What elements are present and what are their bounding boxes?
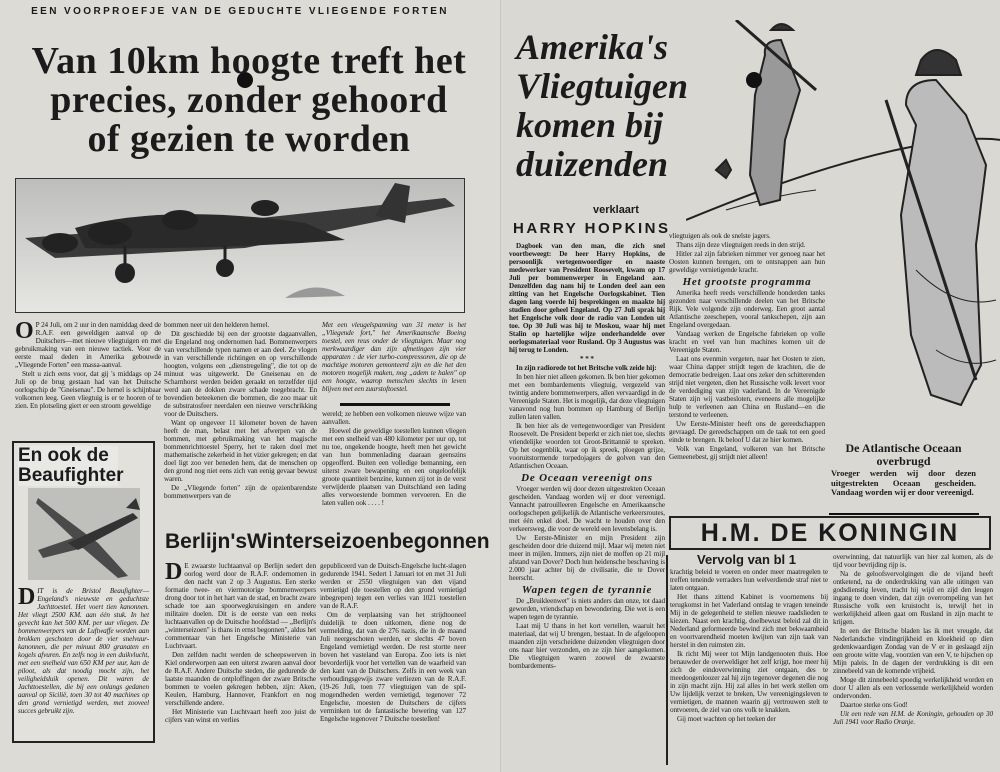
paragraph: In ben hier niet alleen gekomen. Ik ben hier gekomen met een bombardements vliegtuig, vergezeld van twintig andere bommenwerpers, allen vervaardigd in de Vereenigde Staten. Het is mogelijk, dat deze vliegtuigen vanavond nog hun bommen op Hamburg of Berlijn zullen laten vallen.: [509, 373, 665, 421]
paragraph: In een der Britsche bladen las ik met vreugde, dat Nederlandsche vindingrijkheid en kloekheid op dien gedenkwaardigen Zondag van de V er in geslaagd zijn een groote witte vlag, voorzien van een V, te hijschen op Mijn paleis. In de dagen der verdrukking is dit een zinnebeeld van de komende vrijheid.: [833, 627, 993, 675]
atlantic-caption: [831, 442, 976, 498]
paragraph: [165, 559, 316, 650]
byline-name: HARRY HOPKINS: [513, 220, 671, 237]
headline-line: Van 10km hoogte treft het: [31, 40, 467, 82]
paragraph-text: E zwaarste luchtaanval op Berlijn sedert den oorlog werd door de R.A.F. ondernomen in den nacht van 2 op 3 Augustus. Een sterke formatie twee- en viermotorige bommenwerpers drong door tot in het hart van de stad, en bracht zware schade toe aan spoorwegkruisingen en andere militaire doelen. Dit is de eerste van een reeks luchtaanvallen op de Duitsche hoofdstad — „Berlijn's „winterseizoen" is thans in ernst begonnen", aldus het commentaar van het Engelsche Ministerie van Luchtvaart.: [165, 562, 316, 650]
paragraph: vliegtuigen als ook de snelste jagers.: [669, 232, 771, 240]
caption-text: Vroeger werden wij door dezen uitgestrekten Oceaan gescheiden. Vandaag worden wij er door vereenigd.: [831, 468, 976, 497]
article-column: [320, 562, 466, 724]
paragraph: gepubliceerd van de Duitsch-Engelsche lucht-slagen gedurende 1941. Sedert 1 Januari tot en met 31 Juli werden er 2550 vliegtuigen van den vijand vernietigd (de toestellen op den grond vernietigd inbegrepen) tegen een verlies van 1021 toestellen van de R.A.F.: [320, 562, 466, 610]
divider: [829, 513, 979, 515]
article-column: [322, 410, 466, 508]
paragraph: Den zelfden nacht werden de scheepswerven in Kiel onderworpen aan een uiterst zwaren aanval door de R.A.F. Andere Duitsche steden, die gedurende de laatste maanden de ontploffingen der zware Britsche bommen te voelen gekregen hebben, zijn: Aken, Keulen, Hamburg, Hannover, Frankfort en nog verschillende andere.: [165, 651, 316, 707]
subheading: Het grootste programma: [682, 276, 812, 288]
paragraph-text: P 24 Juli, om 2 uur in den namiddag deed de R.A.F. een geweldigen aanval op de Duitschers—met nieuwe vliegtuigen en met gebruikmaking van een nieuwe tactiek. Voor de eerste maal deden in Amerika gebouwde „Vliegende Forten" een massa-aanval.: [15, 321, 161, 369]
article-column: [15, 318, 161, 411]
headline-line: komen bij: [516, 105, 664, 145]
paragraph: Om de verplaatsing van het strijdtooneel duidelijk te doen uitkomen, diene nog de vermelding, dat van de 276 nazis, die in de maand Juli neergeschoten werden, er slechts 47 boven Engeland vernietigd werden. De rest stortte neer boven het vasteland van Europa. Zoo iets is niet bevorderlijk voor het vertellen van de waarheid van den kant van de Duitschers. Zelfs in een week van verhoudingsgewijs zware verliezen van de R.A.F. (19-26 Juli, toen 77 vliegtuigen van de spil-mogendheden werden vernietigd, tegenover 72 Engelsche, moesten de Duitschers de cijfers verminken tot de fantastische bewering van 127 Engelsche tegenover 7 Duitsche toestellen!: [320, 611, 466, 723]
headline-word: Berlijn's: [165, 530, 248, 553]
divider: [340, 403, 450, 406]
article-column: [833, 553, 993, 727]
article-column: [164, 321, 317, 501]
paragraph-text: IT is de Bristol Beaufighter—Engeland's nieuwste en geduchtste Jachttoestel. Het voert tien kanonnen. Het vliegt 2500 KM. aan één stuk. In het gevecht kan het 500 KM. per uur vliegen. De bommenwerpers van de Luftwaffe worden aan brokken geschoten door de vier snelvuur-kanonnen, die per minuut 800 granaten en kogels afvuren. En zelfs nog in een duikvlucht, met een snelheid van 650 KM per uur, kan de piloot, als dat noodig mocht zijn, het veiligheidsluik openen. Dit waren de Jachttoestellen, die bij een onlangs gedanen aanval op Sicilië, toen 30 tot 40 machines op den grond vernietigd werden, met zooveel succes gebruikt zijn.: [18, 587, 149, 715]
article-column: [670, 568, 828, 724]
paragraph: Thans zijn deze vliegtuigen reeds in den strijd.: [676, 241, 806, 249]
subheading: Wapen tegen de tyrannie: [521, 584, 653, 596]
headline-line: of gezien te worden: [87, 118, 411, 160]
paragraph: Het Ministerie van Luchtvaart heeft zoo juist de cijfers van winst en verlies: [165, 708, 316, 724]
article-column: [509, 242, 665, 671]
paragraph: Ik richt Mij weer tot Mijn landgenooten thuis. Hoe benauwder de overweldiger het zelf krijgt, hoe meer hij zich de eindoverwinning ziet ontgaan, des te meedoogenloozer zal hij zijn tegenover degenen die nog in zijn macht zijn. Hij zal alles in het werk stellen om Uw lijdelijk verzet te breken, Uw vereenigingsleven te vernietigen, de mannen waarin gij vertrouwen stelt te ontvoeren, de ziel van ons volk te knakken.: [670, 650, 828, 714]
headline-line: Amerika's: [516, 27, 669, 67]
source-note: Uit een rede van H.M. de Koningin, gehouden op 30 Juli 1941 voor Radio Oranje.: [833, 710, 993, 726]
paragraph: Dit geschiedde bij een der grootste dagaanvallen, die Engeland nog ondernomen had. Bommenwerpers van verschillende typen namen er aan deel. Ze vlogen in van verschillende richtingen en op verschillende hoogten, volgens een „dienstregeling", die tot op de minuut was uitgewerkt. De Gneisenau en de Scharnhorst werden beiden geraakt en terzelfder tijd werd aan de dokken zware schade toegebracht. En bovendien beteekenen die bommen, die zoo maar uit de substratosfeer neerdalen een nieuwe verschrikking voor de Duitschers.: [164, 330, 317, 418]
paragraph: Amerika heeft reeds verschillende honderden tanks gezonden naar verschillende deelen van het Britsche Rijk. Vele volgende zijn onderweg. Een groot aantal Atlantische zeeschepen, vooral tankschepen, zijn aan Engeland overgedaan.: [669, 289, 825, 329]
berlijn-headline: [165, 530, 490, 554]
paragraph: Na de geloofsvervolgingen die de vijand heeft ontketend, na de onderdrukking van alle uitingen van godsdienstig leven, tracht hij wijd en zijd den leugen ingang te doen vinden, dat zijn overrompeling van het Russische volk een kruistocht is, terwijl het in werkelijkheid alleen gaat om Rusland in zijn macht te krijgen.: [833, 570, 993, 626]
paragraph: Hitler zal zijn fabrieken nimmer ver genoeg naar het Oosten kunnen brengen, om te ontsnappen aan hun geweldige vernietigende kracht.: [669, 250, 825, 274]
headline-line: Vliegtuigen: [516, 66, 689, 106]
paragraph: Daartoe sterke ons God!: [840, 701, 908, 709]
drop-cap: D: [18, 584, 36, 610]
main-headline: [516, 28, 716, 184]
article-column: [669, 232, 825, 462]
paragraph: Uw Eerste-Minister heeft ons de gereedschappen gevraagd. De gereedschappen om de taak tot een goed einde te brengen. Ik beloof U dat ze hier komen.: [669, 420, 825, 444]
paragraph: krachtig beleid te voeren en onder meer maatregelen te treffen teneinde verraders hun welverdiende straf niet te laten ontgaan.: [670, 568, 828, 592]
byline-label: verklaart: [593, 204, 639, 216]
box-title: En ook de Beaufighter: [18, 445, 124, 486]
paragraph: [15, 318, 161, 369]
headline-line: duizenden: [516, 144, 669, 184]
right-page: [500, 0, 1000, 772]
caption-title: De Atlantische Oceaan overbrugd: [845, 441, 962, 468]
drop-cap: D: [165, 559, 183, 585]
paragraph: Vandaag werken de Engelsche fabrieken op volle kracht en veel van hun machines komen uit de Vereenigde Staten.: [669, 330, 825, 354]
paragraph: [18, 584, 149, 715]
paragraph: Vroeger werden wij door dezen uitgestrekten Oceaan gescheiden. Vandaag worden wij er door vereenigd. Vannacht patrouilleeren Engelsche en Amerikaansche oorlogschepen gelijkelijk de Atlantische verkeersroutes, met één enkel doel. De wacht te houden over den verkeersweg, die voor de wereld een levensbelang is.: [509, 485, 665, 533]
paragraph: Moge dit zinnebeeld spoedig werkelijkheid worden en door U allen als een verlossende werkelijkheid worden ondervonden.: [833, 676, 993, 700]
photo-caption: [322, 321, 466, 394]
caption-text: Met een vleugelspanning van 31 meter is het „Vliegende fort," het Amerikaansche Boeing toestel, een reus onder de vliegtuigen. Maar nog merkwaardiger dan zijn afmetingen zijn vier apparaten : de vier turbo-compressoren, die op de machtige motoren gemonteerd zijn en die het den motoren mogelijk maken, nog „adem te halen" op een hoogte, waarop menschen slechts in leven blijven met een zuurstoftoestel.: [322, 321, 466, 393]
beaufighter-photo: [28, 488, 140, 580]
headline-word: Winterseizoen: [247, 530, 390, 553]
headline-word: begonnen: [389, 530, 490, 553]
paragraph: De „Bruikleenwet" is niets anders dan onze, tot daad geworden, vriendschap en bewondering. Die wet is een wapen tegen de tyrannie.: [509, 597, 665, 621]
flying-fortress-photo: [15, 178, 465, 313]
paragraph: In zijn radiorede tot het Britsche volk zeide hij:: [516, 364, 657, 372]
paragraph: Uw Eerste-Minister en mijn President zijn gescheiden door drie duizend mijl. Maar wij meten niet meer in mijlen. Immers, zijn niet de moffen op 21 mijl afstand van Dover? Doch hun heidensche beschaving is 2.000 jaar achter bij de civilisatie, die te Dover heerscht.: [509, 534, 665, 582]
paragraph: Ik ben hier als de vertegenwoordiger van President Roosevelt. De President beperkt er zich niet toe, slechts vriendelijke woorden tot Groot-Brittannië te spreken. Op het oogenblik, waar op ik spreek, ploegen grijze, vooruitstormende torpedojagers de golven van den Atlantischen Oceaan.: [509, 422, 665, 470]
headline-line: precies, zonder gehoord: [50, 79, 448, 121]
article-column: [165, 559, 316, 725]
paragraph: Volk van Engeland, volkeren van het Britsche Gemeenebest, gij strijdt niet alleen!: [669, 445, 825, 461]
paragraph: wereld; ze hebben een volkomen nieuwe wijze van aanvallen.: [322, 410, 466, 426]
separator: * * *: [580, 355, 594, 363]
main-headline: [14, 42, 484, 159]
paragraph: Stelt u zich eens voor, dat gij 's middags op 24 Juli op de brug gestaan had van het Duitsche oorlogschip de "Gneisenau". De hemel is schijnbaar volkomen leeg. Geen vliegtuig is er te hooren of te zien. En plotseling giert er een stroom geweldige: [15, 370, 161, 410]
beaufighter-box: [12, 441, 155, 743]
kicker: EEN VOORPROEFJE VAN DE GEDUCHTE VLIEGENDE FORTEN: [31, 6, 449, 17]
paragraph: bommen neer uit den helderen hemel.: [164, 321, 270, 329]
subheading: De Oceaan vereenigt ons: [521, 472, 653, 484]
column-rule: [666, 555, 668, 765]
paragraph: Gij moet wachten op het teeken der: [677, 715, 776, 723]
paragraph: overwinning, dat natuurlijk van hier zal komen, als de tijd voor bevrijding rijp is.: [833, 553, 993, 569]
drop-cap: O: [15, 318, 34, 344]
paragraph: Laat mij U thans in het kort vertellen, waaruit het materiaal, dat wij U brengen, bestaat. In de afgeloopen maanden zijn verscheidene duizenden vliegtuigen door ons naar hier verzonden, en ze zijn hier aangekomen. Die vliegtuigen waren zoowel de zwaarste bombardements-: [509, 622, 665, 670]
paragraph: De „Vliegende forten" zijn de opzienbarendste bommenwerpers van de: [164, 484, 317, 500]
paragraph: Hoewel die geweldige toestellen kunnen vliegen met een snelheid van 480 kilometer per uur op, tot nu toe, ongekende hoogte, heeft men het gewicht van hun bommenlading daaraan geenszins opgeofferd. Buiten een volledige bemanning, een uiterst zware bewapening en een ongeloofelijk groote quantiteit benzine, kunnen zij tot in de verst verwijderde plaatsen van Duitschland een lading alles verwoestende bommen vervoeren. En die laten vallen ook . . . . !: [322, 427, 466, 507]
punch-hole: [746, 72, 762, 88]
koningin-heading: H.M. DE KONINGIN: [669, 516, 991, 550]
paragraph: Laat ons evenmin vergeten, naar het Oosten te zien, waar China dapper strijdt tegen de krachten, die de democratie bedreigen. Laat ons zeker den schitterenden strijd niet vergeten, dien het Russische volk levert voor de verdediging van zijn vaderland. In de Vereenigde Staten zijn wij vastbesloten, eveneens alle mogelijke hulp te verleenen aan China en Rusland—en die terstond te verleenen.: [669, 355, 825, 419]
box-text: [18, 584, 149, 716]
continued-label: Vervolg van bl 1: [697, 552, 796, 567]
intro-paragraph: Dagboek van den man, die zich snel voortbeweegt: De heer Harry Hopkins, de persoonlijk vertegenwoordiger en naaste medewerker van President Roosevelt, kwam op 17 Juli per bommenwerper in Engeland aan. Denzelfden dag nam hij te Londen deel aan een zitting van het Engelsche Oorlogskabinet. Tien dagen lang voerde hij besprekingen en maakte hij studien door geheel Engeland. Op 27 Juli sprak hij het Engelsche volk door de radio van Londen uit toe. Op 30 Juli was hij te Moskou, waar hij met Stalin op hartelijke wijze onderhandelde over oorlogsmateriaal voor Rusland. Op 3 Augustus was hij terug te Londen.: [509, 242, 665, 354]
paragraph: Want op ongeveer 11 kilometer boven de haven heeft de man, belast met het afwerpen van de bommen, met gebruikmaking van het magische bommenrichttoestel Sperry, het te raken doel met mathematische zekerheid in het vizier gekregen; en dat doel ligt zoo ver beneden hem, dat de menschen op den grond nog niet eens zich van eenig gevaar bewust waren.: [164, 419, 317, 483]
paragraph: Het thans zittend Kabinet is voornemens bij terugkomst in het Vaderland ontslag te vragen teneinde Mij in de gelegenheid te stellen nieuwe raadslieden te kiezen. Naast een krachtig, doelbewust beleid zal dit in Nederland geformeerde bewind zich met bekwaamheid en voortvarendheid moeten kwijten van zijn taak van herstel in den ruimsten zin.: [670, 593, 828, 649]
